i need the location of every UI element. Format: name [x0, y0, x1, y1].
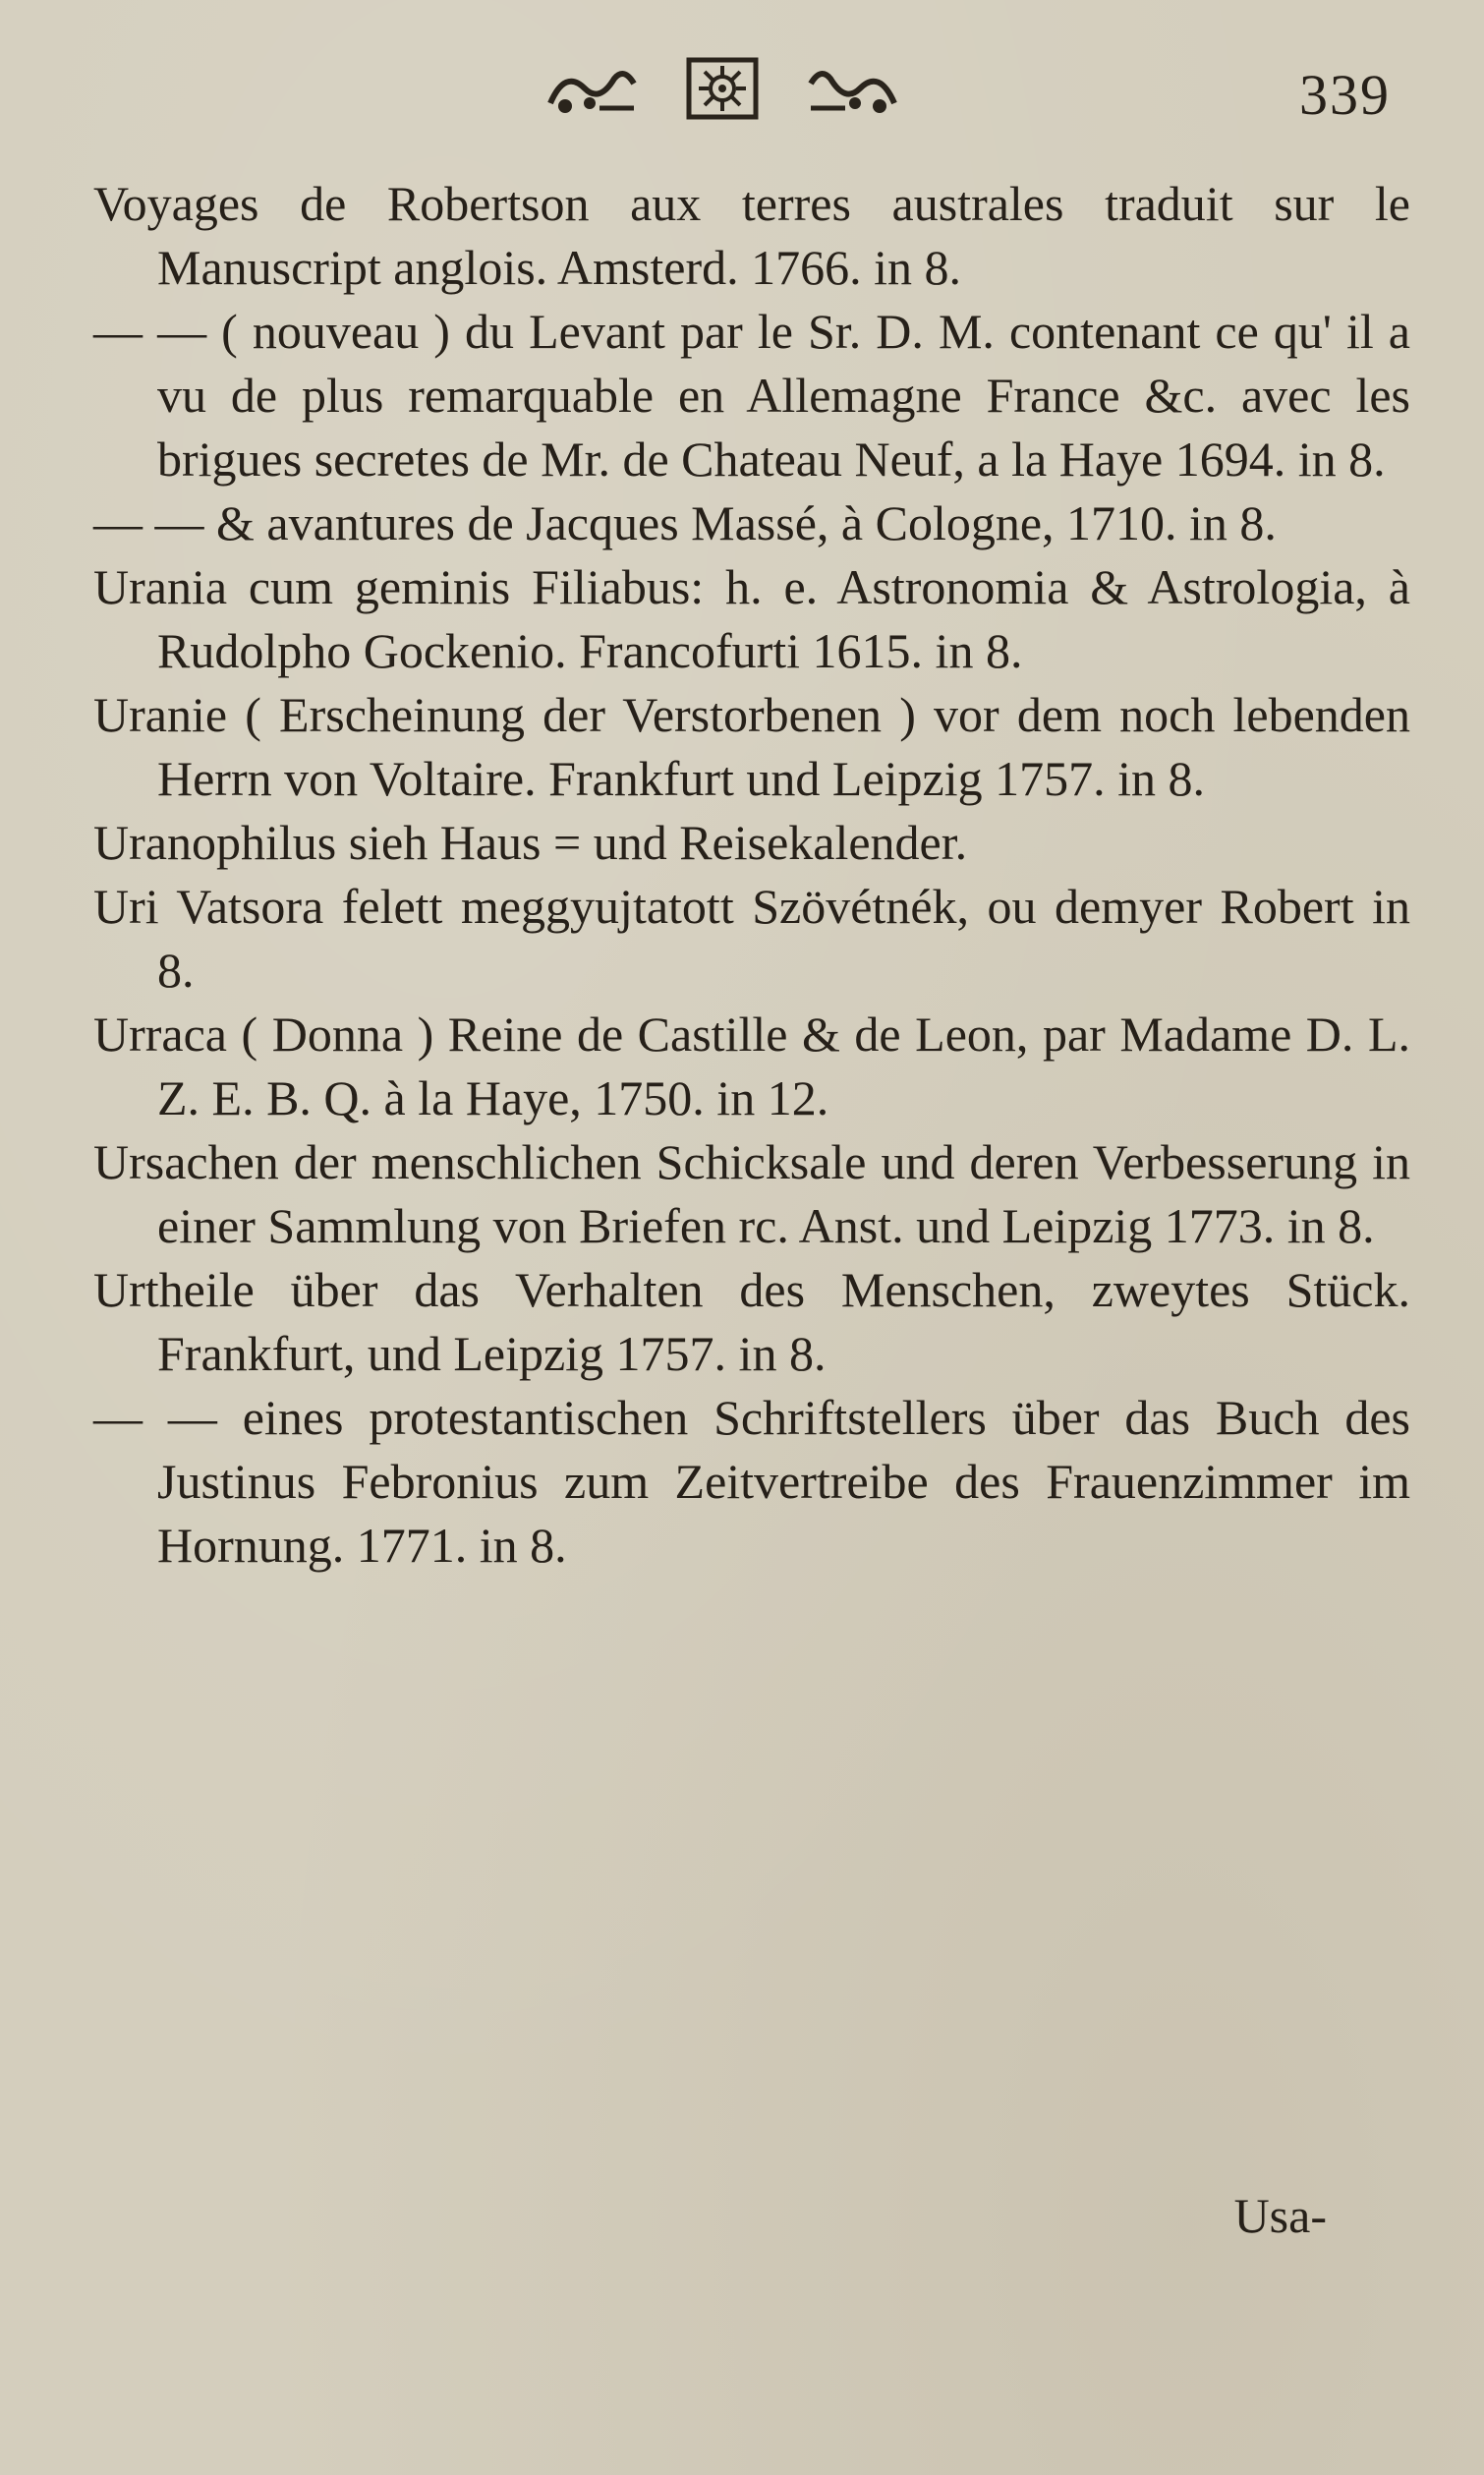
page-number: 339	[1299, 63, 1391, 127]
catalog-entry: Voyages de Robertson aux terres australes traduit sur le Manuscript anglois. Amsterd. 1766. in 8.	[93, 176, 1410, 295]
catalog-entry: Uranophilus sieh Haus = und Reisekalender.	[93, 815, 968, 870]
catalog-entry: — — ( nouveau ) du Levant par le Sr. D. M. contenant ce qu' il a vu de plus remarquable en Allemagne France &c. avec les brigues secretes de Mr. de Chateau Neuf, a la Haye 1694. in 8.	[93, 304, 1410, 487]
catalog-entry: Urtheile über das Verhalten des Menschen, zweytes Stück. Frankfurt, und Leipzig 1757. in 8.	[93, 1262, 1410, 1381]
ornament-fleuron-right-icon	[806, 59, 899, 118]
page-header	[0, 54, 1484, 143]
catchword: Usa-	[1233, 2188, 1327, 2243]
catalog-entry: Ursachen der menschlichen Schicksale und deren Verbesserung in einer Sammlung von Briefen rc. Anst. und Leipzig 1773. in 8.	[93, 1134, 1410, 1253]
catalog-entry: — — eines protestantischen Schriftstellers über das Buch des Justinus Febronius zum Zeitvertreibe des Frauenzimmer im Hornung. 1771. in 8.	[93, 1390, 1410, 1573]
ornament-fleuron-left-icon	[545, 59, 639, 118]
catalog-entry: — — & avantures de Jacques Massé, à Cologne, 1710. in 8.	[93, 495, 1277, 550]
catalog-entries	[93, 172, 1410, 1578]
catalog-entry: Urania cum geminis Filiabus: h. e. Astronomia & Astrologia, à Rudolpho Gockenio. Francofurti 1615. in 8.	[93, 559, 1410, 678]
catalog-entry: Uranie ( Erscheinung der Verstorbenen ) vor dem noch lebenden Herrn von Voltaire. Frankfurt und Leipzig 1757. in 8.	[93, 687, 1410, 806]
ornament-flower-box-icon	[683, 54, 762, 123]
catalog-entry: Uri Vatsora felett meggyujtatott Szövétnék, ou demyer Robert in 8.	[93, 879, 1410, 998]
header-ornament	[545, 54, 899, 123]
catalog-entry: Urraca ( Donna ) Reine de Castille & de Leon, par Madame D. L. Z. E. B. Q. à la Haye, 1750. in 12.	[93, 1007, 1410, 1125]
